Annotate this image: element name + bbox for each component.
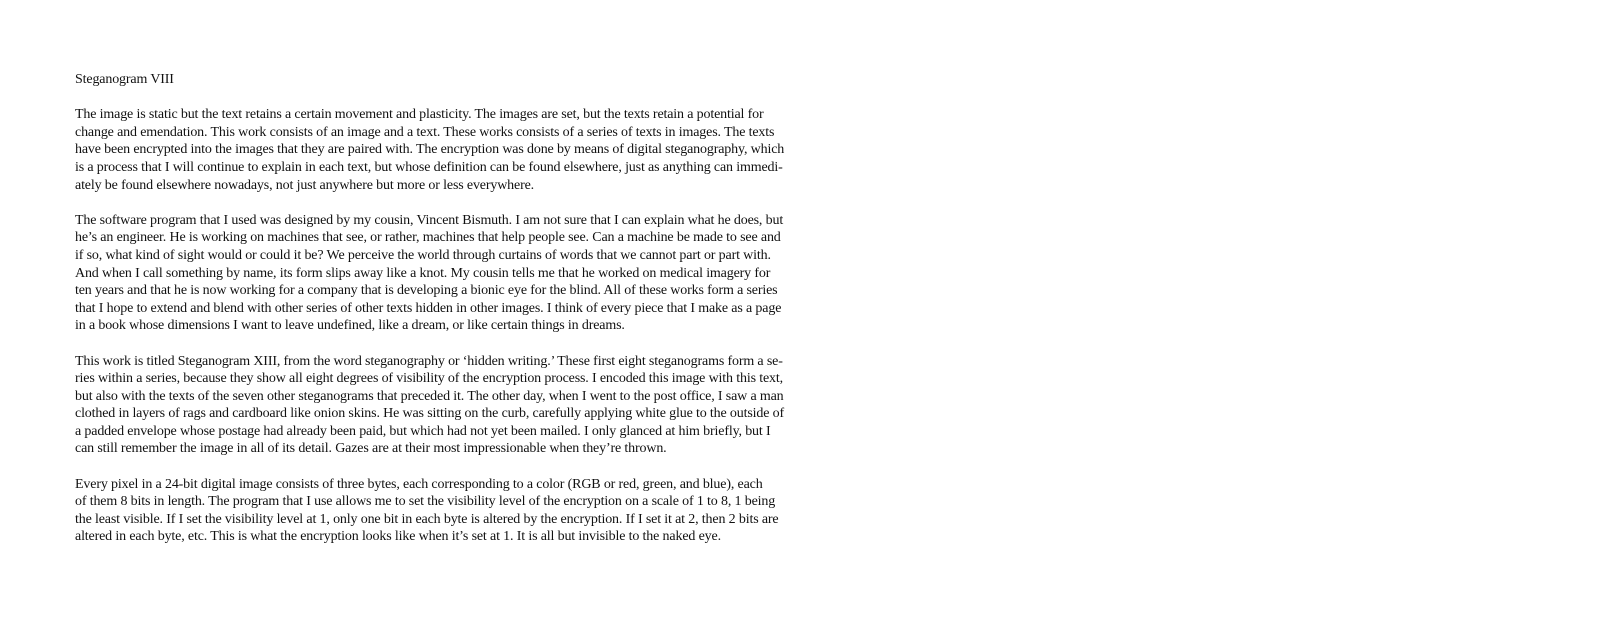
text-line: can still remember the image in all of its detail. Gazes are at their most impressionable when they’re thrown.	[75, 441, 667, 457]
document-body	[75, 106, 835, 546]
text-line: altered in each byte, etc. This is what the encryption looks like when it’s set at 1. It is all but invisible to the naked eye.	[75, 529, 721, 545]
text-line: have been encrypted into the images that they are paired with. The encryption was done by means of digital steganography, which	[75, 142, 785, 158]
document-page	[75, 71, 835, 564]
text-line: if so, what kind of sight would or could it be? We perceive the world through curtains of words that we cannot part or part with.	[75, 247, 771, 263]
text-line: ten years and that he is now working for a company that is developing a bionic eye for the blind. All of these works form a series	[75, 283, 778, 299]
text-line: clothed in layers of rags and cardboard like onion skins. He was sitting on the curb, carefully applying white glue to the outside of	[75, 406, 785, 422]
text-line: of them 8 bits in length. The program that I use allows me to set the visibility level of the encryption on a scale of 1 to 8, 1 being	[75, 494, 776, 510]
text-line: change and emendation. This work consists of an image and a text. These works consists of a series of texts in images. The texts	[75, 124, 775, 140]
text-line: a padded envelope whose postage had already been paid, but which had not yet been mailed. I only glanced at him briefly, but I	[75, 423, 771, 439]
text-line: ately be found elsewhere nowadays, not just anywhere but more or less everywhere.	[75, 177, 535, 193]
document-title: Steganogram VIII	[75, 72, 174, 87]
text-line: in a book whose dimensions I want to leave undefined, like a dream, or like certain things in dreams.	[75, 318, 625, 334]
text-line: that I hope to extend and blend with other series of other texts hidden in other images. I think of every piece that I make as a page	[75, 300, 782, 316]
text-line: is a process that I will continue to explain in each text, but whose definition can be found elsewhere, just as anything can immedi-	[75, 159, 783, 175]
text-line: ries within a series, because they show all eight degrees of visibility of the encryption process. I encoded this image with this text,	[75, 371, 783, 387]
text-line: the least visible. If I set the visibility level at 1, only one bit in each byte is altered by the encryption. If I set it at 2, then 2 bits are	[75, 511, 779, 527]
text-line: The software program that I used was designed by my cousin, Vincent Bismuth. I am not sure that I can explain what he does, but	[75, 212, 784, 228]
paragraph	[75, 212, 835, 335]
text-line: The image is static but the text retains a certain movement and plasticity. The images are set, but the texts retain a potential for	[75, 107, 764, 123]
text-line: This work is titled Steganogram XIII, from the word steganography or ‘hidden writing.’ These first eight steganograms form a se-	[75, 353, 783, 369]
paragraph	[75, 106, 835, 194]
paragraph	[75, 476, 835, 546]
text-line: he’s an engineer. He is working on machines that see, or rather, machines that help people see. Can a machine be made to see and	[75, 230, 781, 246]
paragraph	[75, 353, 835, 459]
text-line: Every pixel in a 24-bit digital image consists of three bytes, each corresponding to a color (RGB or red, green, and blue), each	[75, 476, 763, 492]
text-line: And when I call something by name, its form slips away like a knot. My cousin tells me that he worked on medical imagery for	[75, 265, 771, 281]
text-line: but also with the texts of the seven other steganograms that preceded it. The other day, when I went to the post office, I saw a man	[75, 388, 784, 404]
